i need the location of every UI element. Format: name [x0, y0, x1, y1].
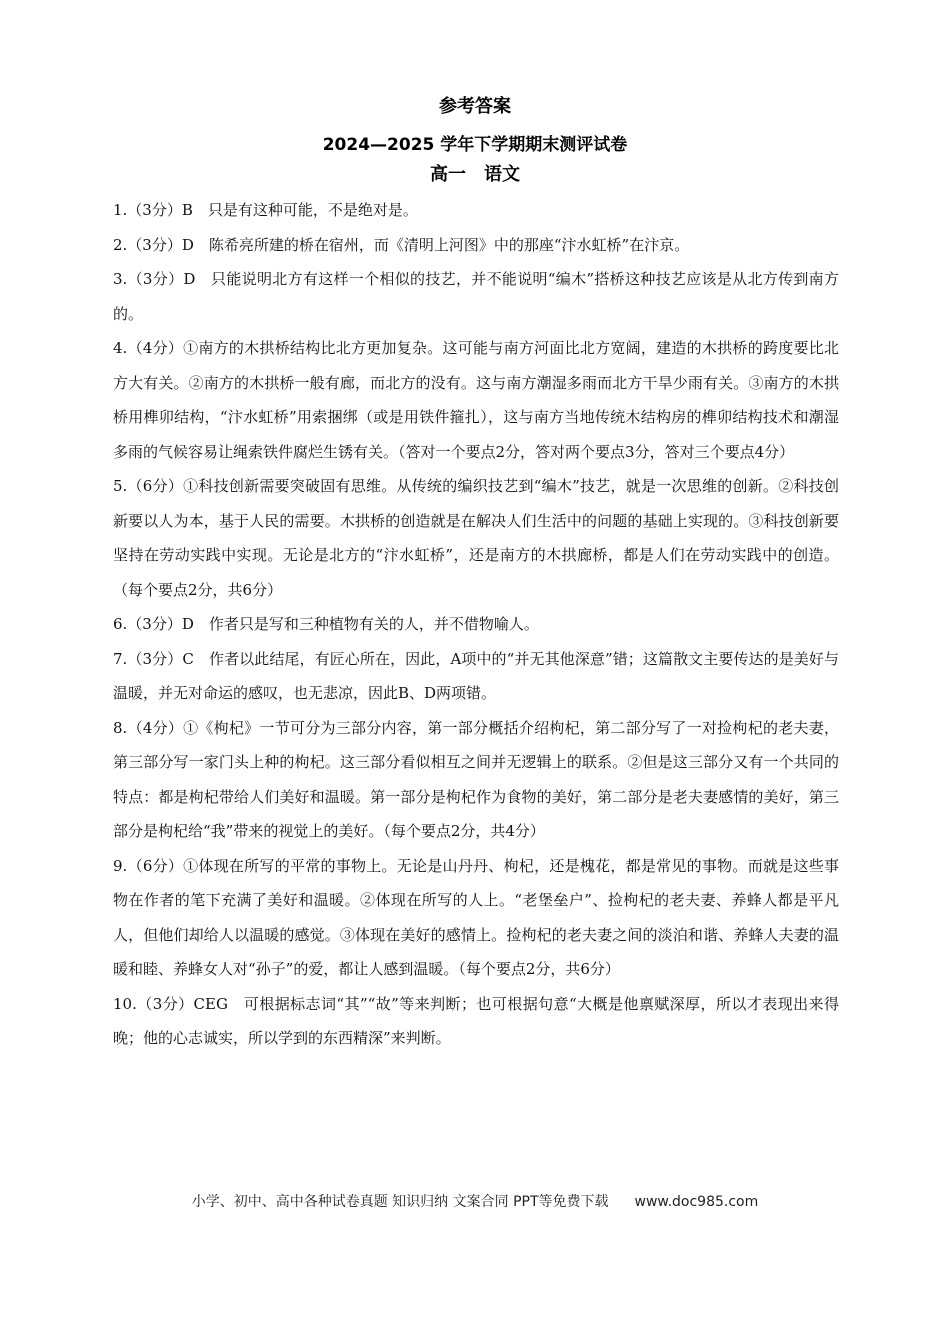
answer-item-6: 6.（3分）D 作者只是写和三种植物有关的人，并不借物喻人。	[113, 615, 539, 633]
answer-list	[113, 193, 839, 1056]
page-footer	[0, 1191, 950, 1211]
footer-link[interactable]: www.doc985.com	[634, 1194, 759, 1210]
answer-item-7: 7.（3分）C 作者以此结尾，有匠心所在，因此，A项中的“并无其他深意”错；这篇散文主要传达的是美好与温暖，并无对命运的感叹，也无悲凉，因此B、D两项错。	[113, 649, 839, 702]
answer-item-8: 8.（4分）①《枸杞》一节可分为三部分内容，第一部分概括介绍枸杞，第二部分写了一对捡枸杞的老夫妻，第三部分写一家门头上种的枸杞。这三部分看似相互之间并无逻辑上的联系。②但是这三部分又有一个共同的特点：都是枸杞带给人们美好和温暖。第一部分是枸杞作为食物的美好，第二部分是老夫妻感情的美好，第三部分是枸杞给“我”带来的视觉上的美好。（每个要点2分，共4分）	[113, 718, 839, 840]
answer-item-10: 10.（3分）CEG 可根据标志词“其”“故”等来判断；也可根据句意“大概是他禀赋深厚，所以才表现出来得晚；他的心志诚实，所以学到的东西精深”来判断。	[113, 994, 839, 1047]
answer-item-2: 2.（3分）D 陈希亮所建的桥在宿州，而《清明上河图》中的那座“汴水虹桥”在汴京。	[113, 235, 690, 254]
grade-subject: 高一 语文	[430, 164, 520, 185]
answer-item-1: 1.（3分）B 只是有这种可能，不是绝对是。	[113, 201, 418, 219]
answer-item-9: 9.（6分）①体现在所写的平常的事物上。无论是山丹丹、枸杞，还是槐花，都是常见的事物。而就是这些事物在作者的笔下充满了美好和温暖。②体现在所写的人上。“老堡垒户”、捡枸杞的老夫妻、养蜂人都是平凡人，但他们却给人以温暖的感觉。③体现在美好的感情上。捡枸杞的老夫妻之间的淡泊和谐、养蜂人夫妻的温暖和睦、养蜂女人对“孙子”的爱，都让人感到温暖。（每个要点2分，共6分）	[113, 856, 839, 978]
answer-item-3: 3.（3分）D 只能说明北方有这样一个相似的技艺，并不能说明“编木”搭桥这种技艺应该是从北方传到南方的。	[113, 270, 839, 323]
answer-item-5: 5.（6分）①科技创新需要突破固有思维。从传统的编织技艺到“编木”技艺，就是一次思维的创新。②科技创新要以人为本，基于人民的需要。木拱桥的创造就是在解决人们生活中的问题的基础上实现的。③科技创新要坚持在劳动实践中实现。无论是北方的“汴水虹桥”，还是南方的木拱廊桥，都是人们在劳动实践中的创造。（每个要点2分，共6分）	[113, 477, 839, 599]
page-title: 参考答案	[439, 96, 511, 117]
answer-item-4: 4.（4分）①南方的木拱桥结构比北方更加复杂。这可能与南方河面比北方宽阔，建造的木拱桥的跨度要比北方大有关。②南方的木拱桥一般有廊，而北方的没有。这与南方潮湿多雨而北方干旱少雨有关。③南方的木拱桥用榫卯结构，“汴水虹桥”用索捆绑（或是用铁件箍扎），这与南方当地传统木结构房的榫卯结构技术和潮湿多雨的气候容易让绳索铁件腐烂生锈有关。（答对一个要点2分，答对两个要点3分，答对三个要点4分）	[113, 339, 839, 461]
footer-text: 小学、初中、高中各种试卷真题 知识归纳 文案合同 PPT等免费下载	[191, 1194, 609, 1210]
exam-subtitle: 2024—2025 学年下学期期末测评试卷	[322, 135, 628, 155]
